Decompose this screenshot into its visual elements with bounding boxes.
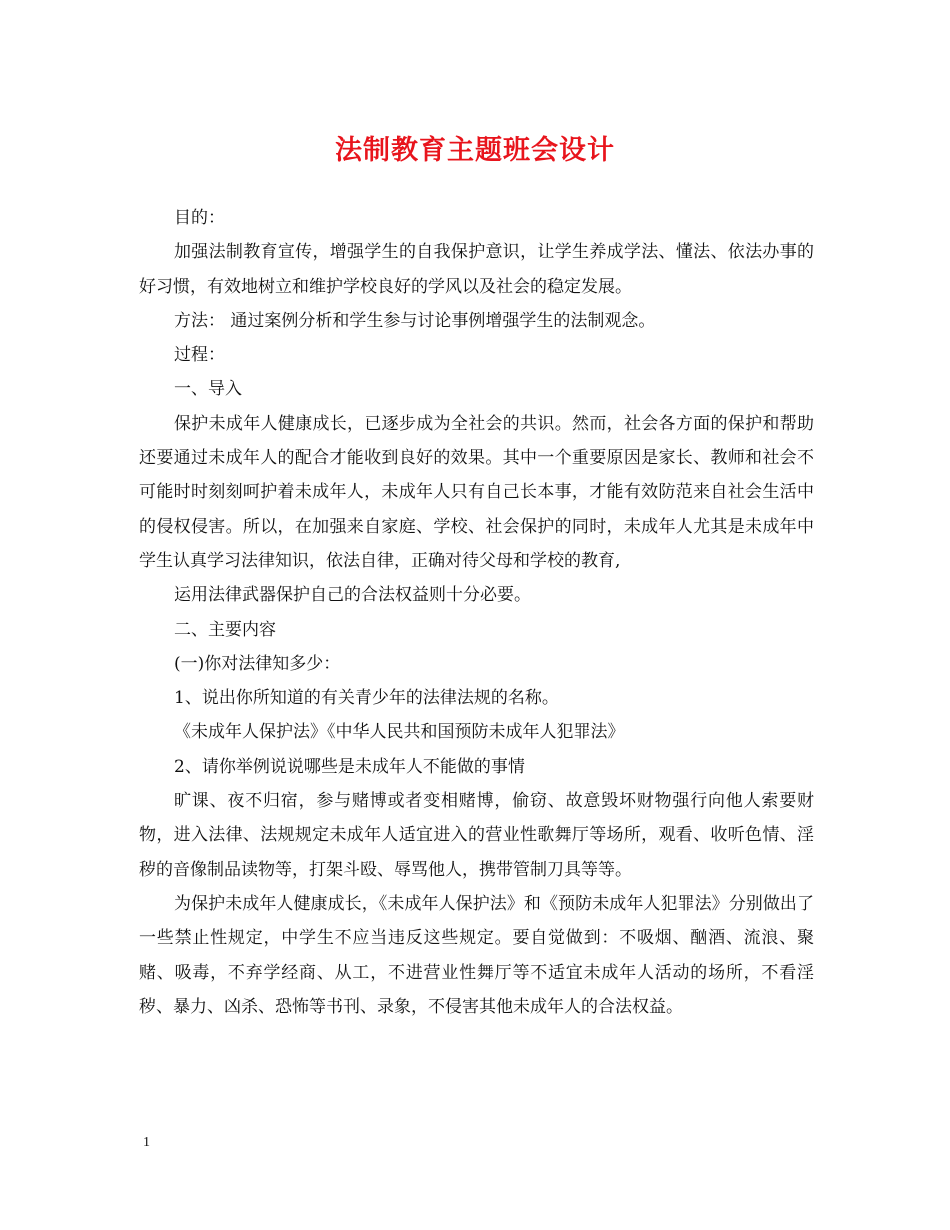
section-heading-intro: 一、导入 [174, 379, 242, 400]
answer-2: 旷课、夜不归宿，参与赌博或者变相赌博，偷窃、故意毁坏财物强行向他人索要财物，进入法律、法规规定未成年人适宜进入的营业性歌舞厅等场所，观看、收听色情、淫秽的音像制品读物等，打架斗殴、辱骂他人，携带管制刀具等等。 [139, 791, 814, 880]
paragraph-purpose: 加强法制教育宣传，增强学生的自我保护意识，让学生养成学法、懂法、依法办事的好习惯，有效地树立和维护学校良好的学风以及社会的稳定发展。 [139, 242, 814, 297]
paragraph-method: 方法： 通过案例分析和学生参与讨论事例增强学生的法制观念。 [174, 310, 656, 331]
page-number: 1 [143, 1135, 150, 1150]
answer-1: 《未成年人保护法》《中华人民共和国预防未成年人犯罪法》 [174, 722, 625, 743]
subsection-heading-law-knowledge: (一)你对法律知多少： [174, 653, 341, 674]
section-heading-main-content: 二、主要内容 [174, 619, 276, 640]
paragraph-intro: 保护未成年人健康成长，已逐步成为全社会的共识。然而，社会各方面的保护和帮助还要通过未成年人的配合才能收到良好的效果。其中一个重要原因是家长、教师和社会不可能时时刻刻呵护着未成年人，未成年人只有自己长本事，才能有效防范来自社会生活中的侵权侵害。所以，在加强来自家庭、学校、社会保护的同时，未成年人尤其是未成年中学生认真学习法律知识，依法自律，正确对待父母和学校的教育, [139, 413, 814, 571]
paragraph-prohibitions: 为保护未成年人健康成长，《未成年人保护法》和《预防未成年人犯罪法》分别做出了一些禁止性规定，中学生不应当违反这些规定。要自觉做到：不吸烟、酗酒、流浪、聚赌、吸毒，不弃学经商、从工，不进营业性舞厅等不适宜未成年人活动的场所，不看淫秽、暴力、凶杀、恐怖等书刊、录象，不侵害其他未成年人的合法权益。 [139, 893, 814, 1017]
document-title: 法制教育主题班会设计 [335, 135, 615, 166]
question-1: 1、说出你所知道的有关青少年的法律法规的名称。 [174, 688, 559, 709]
paragraph-process-heading: 过程： [174, 345, 225, 366]
question-2: 2、请你举例说说哪些是未成年人不能做的事情 [174, 756, 525, 777]
paragraph-intro-conclusion: 运用法律武器保护自己的合法权益则十分必要。 [174, 585, 531, 606]
document-body [139, 201, 814, 1024]
paragraph-purpose-heading: 目的： [174, 208, 225, 228]
